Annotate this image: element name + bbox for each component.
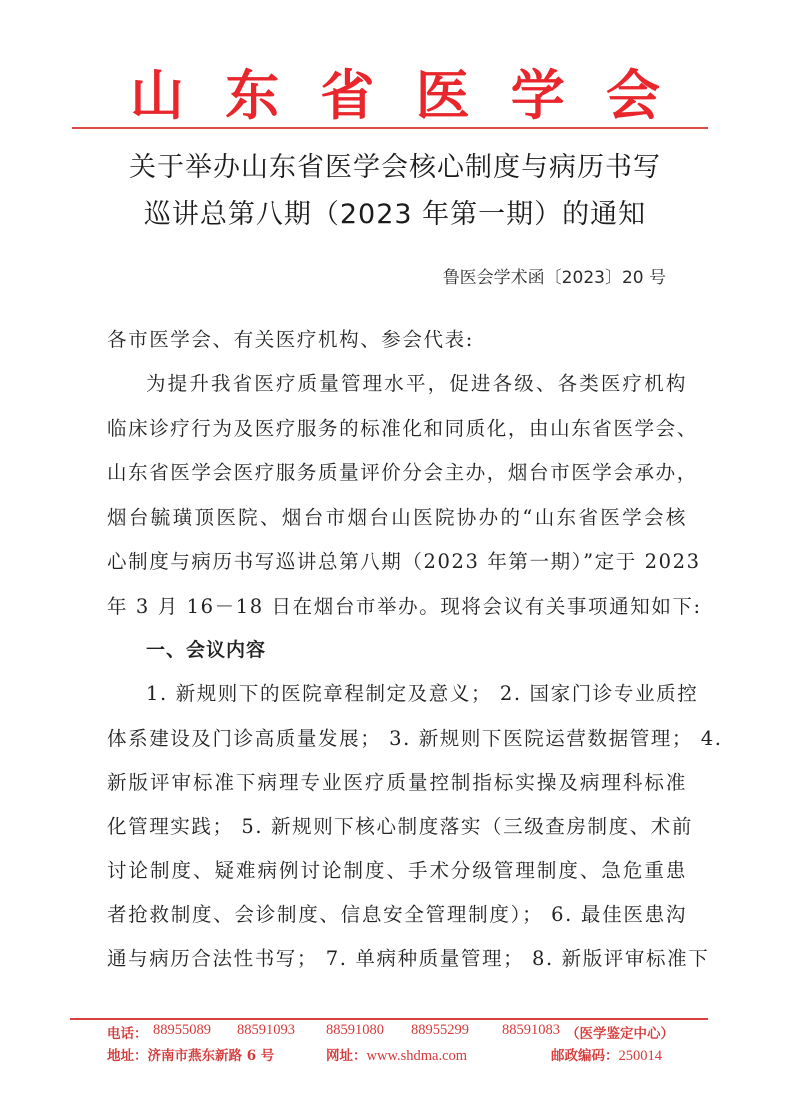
masthead-divider [72, 127, 708, 129]
paragraph-line: 新版评审标准下病理专业医疗质量控制指标实操及病理科标准 [107, 771, 687, 794]
paragraph-line: 体系建设及门诊高质量发展； 3. 新规则下医院运营数据管理； 4. [107, 727, 723, 750]
footer-phone: 88955299 [411, 1022, 469, 1038]
section-heading: 一、会议内容 [146, 639, 267, 661]
postcode-label: 邮政编码： [551, 1048, 619, 1064]
paragraph-line: 通与病历合法性书写； 7. 单病种质量管理； 8. 新版评审标准下 [107, 947, 710, 970]
paragraph-line: 讨论制度、疑难病例讨论制度、手术分级管理制度、急危重患 [107, 859, 687, 882]
footer-phone-row [107, 1022, 148, 1043]
masthead-org-name [100, 56, 690, 126]
masthead-char: 医 [415, 62, 470, 127]
document-number: 鲁医会学术函〔2023〕20 号 [442, 268, 666, 288]
masthead-char: 山 [130, 62, 184, 127]
paragraph-line: 年 3 月 16－18 日在烟台市举办。现将会议有关事项通知如下: [107, 595, 702, 618]
footer-divider [70, 1018, 708, 1020]
paragraph-line: 者抢救制度、会诊制度、信息安全管理制度）； 6. 最佳医患沟 [107, 903, 687, 926]
footer-phone: 88591080 [326, 1022, 384, 1038]
website-label: 网址： [326, 1048, 367, 1064]
footer-postcode-row [551, 1044, 662, 1065]
footer-phone: 88955089 [153, 1022, 211, 1038]
paragraph-line: 为提升我省医疗质量管理水平，促进各级、各类医疗机构 [146, 372, 687, 395]
website-link[interactable]: www.shdma.com [366, 1048, 468, 1064]
paragraph-line: 山东省医学会医疗服务质量评价分会主办，烟台市医学会承办， [107, 461, 698, 484]
paragraph-line: 心制度与病历书写巡讲总第八期（2023 年第一期）”定于 2023 [107, 550, 701, 573]
paragraph-line: 1. 新规则下的医院章程制定及意义； 2. 国家门诊专业质控 [146, 682, 699, 705]
footer-phone-note: （医学鉴定中心） [566, 1026, 674, 1042]
paragraph-line: 烟台毓璜顶医院、烟台市烟台山医院协办的“山东省医学会核 [107, 506, 687, 529]
postcode-value: 250014 [618, 1048, 662, 1064]
document-title-line-2: 巡讲总第八期（2023 年第一期）的通知 [143, 199, 647, 230]
masthead-char: 学 [510, 62, 565, 127]
footer-phone: 88591093 [237, 1022, 295, 1038]
address-value: 济南市燕东新路 6 号 [147, 1048, 275, 1064]
footer-website-row [326, 1044, 467, 1065]
paragraph-line: 临床诊疗行为及医疗服务的标准化和同质化，由山东省医学会、 [107, 417, 698, 440]
paragraph-line: 化管理实践； 5. 新规则下核心制度落实（三级查房制度、术前 [107, 815, 694, 838]
address-label: 地址： [107, 1048, 148, 1064]
masthead-char: 东 [225, 62, 280, 127]
masthead-char: 省 [320, 62, 375, 127]
document-title-line-1: 关于举办山东省医学会核心制度与病历书写 [129, 152, 661, 183]
masthead-char: 会 [605, 62, 660, 127]
footer-address-row [107, 1044, 274, 1065]
salutation: 各市医学会、有关医疗机构、参会代表: [107, 328, 474, 351]
phone-label: 电话： [107, 1026, 148, 1042]
footer-phone: 88591083 [502, 1022, 560, 1038]
